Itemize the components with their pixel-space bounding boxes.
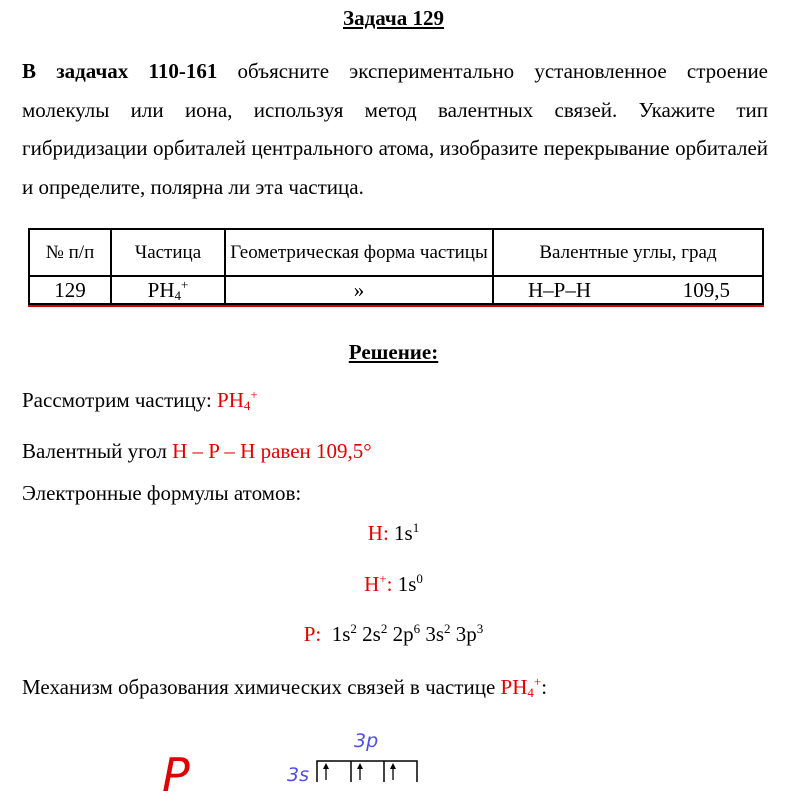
- config-term: $3p^3$: [455, 621, 484, 646]
- electron-arrow-2: [357, 763, 363, 780]
- task-statement-text: объясните экспериментально установленное строение молекулы или иона, используя метод валентных связей. Укажите тип гибридизации орбиталей центрального атома, изобразите перекрывание орбиталей и определите, полярна ли эта частица.: [22, 59, 769, 199]
- formulas-label: Электронные формулы атомов:: [22, 481, 302, 505]
- angle-value: 109,5: [682, 277, 730, 302]
- hplus-label: H+:: [364, 571, 393, 596]
- cell-particle-formula: PH: [147, 277, 175, 302]
- cell-particle-sub: 4: [174, 287, 181, 303]
- orbital-boxes: [316, 760, 420, 782]
- mechanism-colon: :: [541, 675, 548, 699]
- cell-particle-sup: +: [181, 276, 189, 292]
- hplus-config: [398, 572, 423, 596]
- h-label: H:: [367, 521, 389, 545]
- electron-arrow-1: [323, 763, 329, 780]
- config-term: $3s^2$: [425, 621, 451, 646]
- consider-particle: $PH_4^+$: [217, 387, 258, 413]
- header-particle: Частица: [111, 229, 225, 276]
- h-formula: [0, 521, 787, 546]
- h-config: [394, 521, 419, 545]
- p-config: [332, 622, 484, 646]
- diagram-3s-label: 3s: [287, 764, 309, 786]
- angle-label: Валентный угол: [22, 439, 173, 463]
- diagram-p-letter: P: [162, 748, 190, 802]
- consider-label: Рассмотрим частицу:: [22, 388, 218, 412]
- electron-arrow-3: [390, 763, 396, 780]
- angle-text: H – P – H равен 109,5°: [172, 439, 372, 463]
- header-num: № п/п: [29, 229, 111, 276]
- orbital-box-outline: [317, 761, 417, 782]
- mechanism-particle: $PH_4^+$: [500, 674, 542, 700]
- task-statement-bold: В задачах 110-161: [22, 59, 218, 83]
- task-title: Задача 129: [343, 6, 444, 30]
- cell-shape: »: [225, 276, 493, 304]
- hplus-formula: [0, 572, 787, 597]
- header-angles: Валентные углы, град: [493, 229, 763, 276]
- config-term: $1s^1$: [394, 520, 420, 545]
- angle-line: [22, 439, 372, 464]
- task-table: [28, 228, 764, 305]
- p-label: P:: [303, 622, 322, 646]
- table-underline: [28, 305, 764, 307]
- cell-angles: [493, 276, 763, 304]
- config-term: $1s^0$: [397, 571, 423, 596]
- cell-num: 129: [29, 276, 111, 304]
- table-row: [29, 276, 763, 304]
- solution-heading: Решение:: [348, 340, 439, 364]
- mechanism-label: Механизм образования химических связей в частице: [22, 675, 501, 699]
- config-term: $1s^2$: [331, 621, 357, 646]
- mechanism-line: [22, 675, 547, 700]
- task-statement: [22, 52, 768, 206]
- cell-particle: [111, 276, 225, 304]
- consider-line: [22, 388, 258, 413]
- header-shape: Геометрическая форма частицы: [225, 229, 493, 276]
- diagram-3p-label: 3p: [354, 730, 379, 752]
- config-term: $2p^6$: [392, 621, 421, 646]
- p-formula: [0, 622, 787, 647]
- angle-name: H–P–H: [528, 277, 592, 302]
- table-header-row: [29, 229, 763, 276]
- config-term: $2s^2$: [362, 621, 388, 646]
